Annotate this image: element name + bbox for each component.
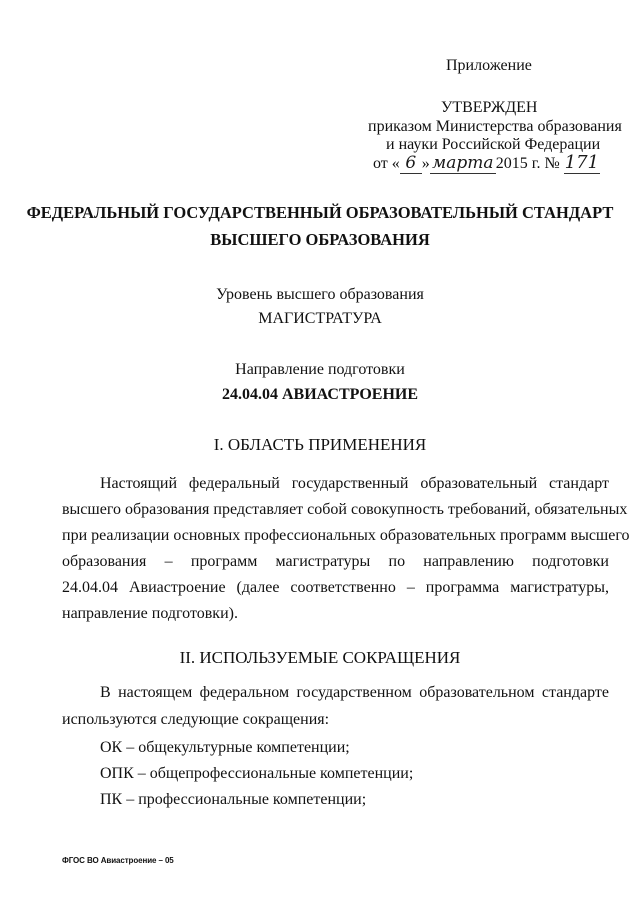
section-2-line: В настоящем федеральном государственном образовательном стандарте [100, 684, 609, 701]
section-1-line: Настоящий федеральный государственный образовательный стандарт [100, 475, 609, 492]
abbreviation-item: ПК – профессиональные компетенции; [100, 791, 367, 808]
direction-value: 24.04.04 АВИАСТРОЕНИЕ [221, 386, 418, 403]
level-value: МАГИСТРАТУРА [258, 310, 382, 327]
order-line-1: приказом Министерства образования [368, 118, 622, 135]
order-line-2: и науки Российской Федерации [386, 136, 601, 153]
level-label: Уровень высшего образования [216, 286, 424, 303]
date-year-suffix: 2015 г. № [495, 155, 560, 172]
section-2-heading: II. ИСПОЛЬЗУЕМЫЕ СОКРАЩЕНИЯ [179, 648, 461, 667]
section-1-line: при реализации основных профессиональных образовательных программ высшего [62, 527, 630, 544]
section-1-last-line: направление подготовки). [62, 605, 238, 622]
abbreviation-item: ОПК – общепрофессиональные компетенции; [100, 765, 414, 782]
appendix-label: Приложение [446, 57, 532, 74]
document-title-line-1: ФЕДЕРАЛЬНЫЙ ГОСУДАРСТВЕННЫЙ ОБРАЗОВАТЕЛЬНЫЙ СТАНДАРТ [26, 203, 614, 222]
direction-label: Направление подготовки [235, 361, 405, 378]
section-2-last-line: используются следующие сокращения: [62, 711, 330, 728]
date-mid: » [421, 155, 430, 172]
order-date-line [373, 153, 600, 174]
date-prefix: от « [373, 155, 400, 172]
order-number: 171 [564, 152, 599, 173]
section-1-line: 24.04.04 Авиастроение (далее соответственно – программа магистратуры, [62, 579, 609, 596]
section-1-line: образования – программ магистратуры по направлению подготовки [62, 553, 609, 570]
abbreviation-item: ОК – общекультурные компетенции; [100, 739, 350, 756]
section-1-heading: I. ОБЛАСТЬ ПРИМЕНЕНИЯ [213, 435, 427, 454]
date-month: марта [430, 153, 496, 174]
document-title-line-2: ВЫСШЕГО ОБРАЗОВАНИЯ [210, 230, 430, 249]
section-1-line: высшего образования представляет собой совокупность требований, обязательных [62, 501, 628, 518]
page-footer: ФГОС ВО Авиастроение – 05 [62, 856, 174, 865]
approved-label: УТВЕРЖДЕН [441, 99, 538, 116]
date-day: 6 [400, 153, 422, 174]
